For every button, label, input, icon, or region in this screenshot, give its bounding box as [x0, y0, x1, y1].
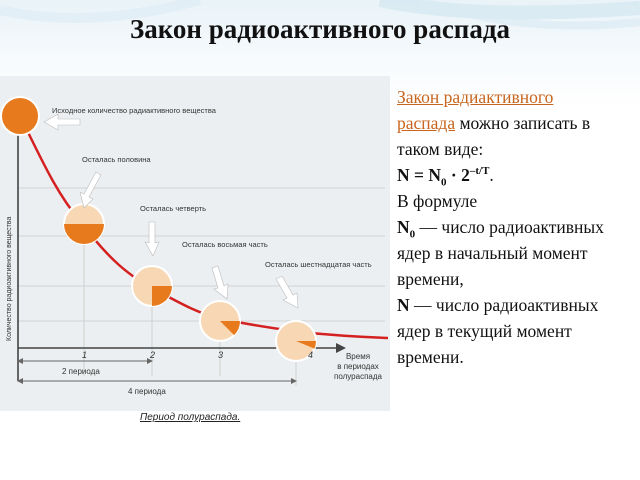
pointer-arrow-icon: [80, 172, 101, 208]
span-2-periods-label: 2 периода: [62, 367, 100, 376]
decay-figure: [0, 76, 390, 411]
formula: [397, 162, 633, 188]
n0-description: — число радиоактивных ядер в начальный момент времени,: [397, 217, 604, 289]
circle-half: [64, 204, 104, 244]
pointer-arrow-icon: [212, 266, 228, 299]
x-axis-label-line-2: в периодах: [337, 362, 379, 371]
x-axis-arrow-icon: [336, 343, 346, 353]
n-description: — число радиоактивных ядер в текущий момент времени.: [397, 295, 599, 367]
pointer-arrow-icon: [44, 114, 80, 130]
circle-eighth: [200, 301, 240, 341]
circle-initial: [1, 97, 39, 135]
x-axis-label-line-1: Время: [345, 352, 371, 361]
formula-lhs: N = N: [397, 165, 441, 185]
x-tick-4: 4: [308, 350, 314, 360]
x-axis-label-line-3: полураспада: [334, 372, 382, 381]
intro-rest: можно записать в таком виде:: [397, 113, 591, 159]
n-definition: [397, 292, 633, 370]
pointer-arrow-icon: [145, 222, 159, 256]
law-link[interactable]: Закон радиактивного: [397, 87, 554, 107]
figure-caption: Период полураспада.: [140, 412, 241, 423]
n-symbol: N: [397, 295, 410, 315]
formula-exponent: –t/T: [469, 165, 490, 178]
annotation-half: Осталась половина: [82, 155, 151, 164]
x-tick-2: 2: [150, 350, 156, 360]
annotation-eighth: Осталась восьмая часть: [182, 240, 268, 249]
annotation-sixteenth: Осталась шестнадцатая часть: [265, 260, 372, 269]
decay-diagram: [0, 76, 390, 411]
in-formula-label: В формуле: [397, 191, 478, 211]
intro-paragraph: [397, 84, 633, 162]
explanation-text: [397, 84, 633, 370]
law-link-continued[interactable]: распада: [397, 113, 456, 133]
circle-quarter: [132, 266, 172, 306]
n0-subscript: 0: [409, 228, 416, 241]
n0-definition: [397, 214, 633, 292]
x-tick-1: 1: [82, 350, 88, 360]
formula-subscript: 0: [441, 176, 447, 189]
formula-end: .: [489, 165, 494, 185]
period-spans: [18, 361, 296, 381]
span-4-periods-label: 4 периода: [128, 387, 166, 396]
y-axis-label: Количество радиоактивного вещества: [6, 216, 13, 341]
pointer-arrow-icon: [276, 276, 298, 308]
formula-mid: · 2: [446, 165, 470, 185]
x-tick-3: 3: [218, 350, 224, 360]
n0-symbol: N: [397, 217, 410, 237]
annotation-quarter: Осталась четверть: [140, 204, 207, 213]
annotation-initial: Исходное количество радиактивного вещества: [52, 106, 216, 115]
page-title: Закон радиоактивного распада: [129, 14, 511, 44]
